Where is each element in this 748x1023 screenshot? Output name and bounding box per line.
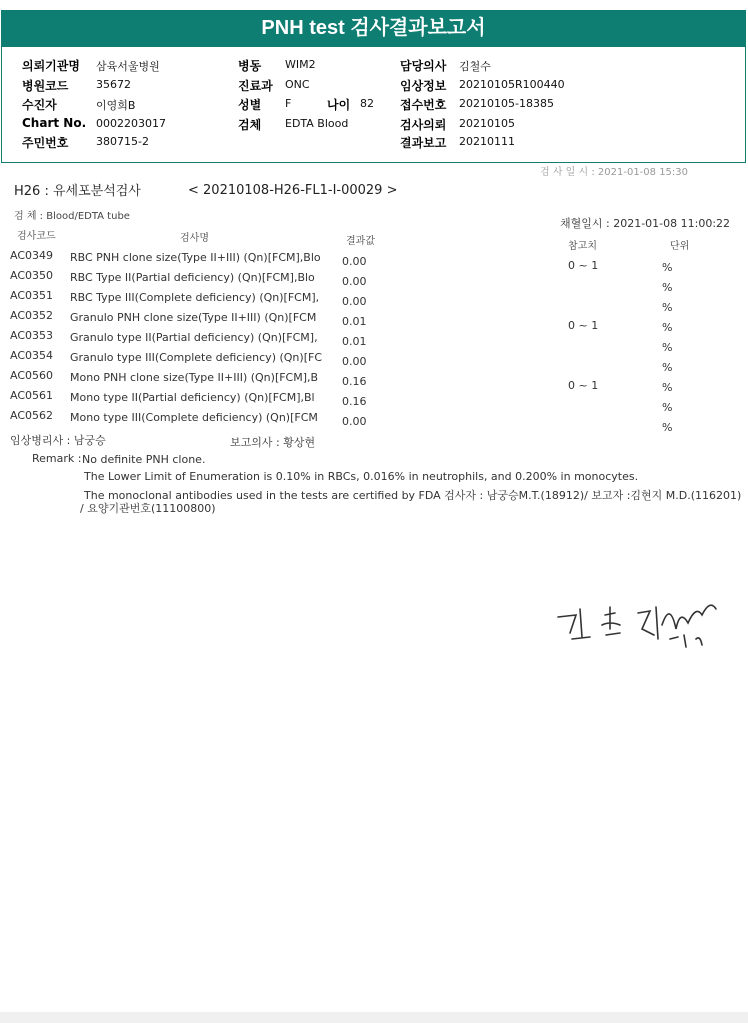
pathologist: 임상병리사 : 남궁승 [10, 434, 106, 447]
value-age: 82 [360, 97, 374, 110]
doctor-signature [550, 595, 730, 665]
row-test-name: Mono PNH clone size(Type II+III) (Qn)[FCM],B [70, 371, 319, 384]
row-unit: % [662, 321, 673, 334]
row-code: AC0354 [10, 349, 54, 362]
label-receipt-no: 접수번호 [400, 98, 447, 112]
row-unit: % [662, 341, 673, 354]
label-hospital-code: 병원코드 [22, 79, 69, 93]
label-clinical-info: 임상정보 [400, 79, 447, 93]
value-sex: F [285, 97, 292, 110]
row-code: AC0561 [10, 389, 54, 402]
collection-datetime: 채혈일시 : 2021-01-08 11:00:22 [560, 217, 731, 230]
row-unit: % [662, 381, 673, 394]
row-test-name: Mono type III(Complete deficiency) (Qn)[FCM [70, 411, 318, 424]
row-code: AC0349 [10, 249, 54, 262]
row-test-name: Granulo type II(Partial deficiency) (Qn)[FCM], [70, 331, 318, 344]
row-test-name: Mono type II(Partial deficiency) (Qn)[FCM],Bl [70, 391, 315, 404]
col-code: 검사코드 [17, 231, 56, 242]
row-unit: % [662, 401, 673, 414]
row-result: 0.00 [342, 295, 367, 308]
row-unit: % [662, 281, 673, 294]
label-chart-no: Chart No. [22, 116, 87, 130]
row-reference: 0 ~ 1 [568, 379, 599, 392]
row-code: AC0562 [10, 409, 54, 422]
remark-line-1: No definite PNH clone. [82, 453, 206, 466]
row-code: AC0351 [10, 289, 54, 302]
value-hospital-code: 35672 [96, 78, 131, 91]
value-chart-no: 0002203017 [96, 117, 166, 130]
row-code: AC0560 [10, 369, 54, 382]
value-patient: 이영희B [96, 99, 136, 112]
value-specimen: EDTA Blood [285, 117, 349, 130]
row-result: 0.00 [342, 275, 367, 288]
label-doctor: 담당의사 [400, 59, 447, 73]
remark-line-4: / 요양기관번호(11100800) [80, 502, 216, 515]
row-test-name: RBC Type III(Complete deficiency) (Qn)[FCM], [70, 291, 320, 304]
value-resident-no: 380715-2 [96, 135, 149, 148]
section-title: H26 : 유세포분석검사 [14, 184, 141, 199]
label-department: 진료과 [238, 79, 273, 93]
test-datetime-cut: 검 사 일 시 : 2021-01-08 15:30 [540, 167, 689, 178]
row-test-name: RBC PNH clone size(Type II+III) (Qn)[FCM],Blo [70, 251, 321, 264]
value-request-date: 20210105 [459, 117, 515, 130]
value-doctor: 김철수 [459, 60, 491, 73]
row-test-name: Granulo type III(Complete deficiency) (Qn)[FC [70, 351, 322, 364]
row-test-name: Granulo PNH clone size(Type II+III) (Qn)[FCM [70, 311, 317, 324]
label-age: 나이 [327, 98, 351, 112]
row-result: 0.00 [342, 415, 367, 428]
value-ward: WIM2 [285, 58, 316, 71]
row-code: AC0352 [10, 309, 54, 322]
row-reference: 0 ~ 1 [568, 319, 599, 332]
label-hospital: 의뢰기관명 [22, 59, 80, 73]
row-code: AC0353 [10, 329, 54, 342]
row-unit: % [662, 421, 673, 434]
row-result: 0.00 [342, 255, 367, 268]
row-result: 0.16 [342, 395, 367, 408]
col-ref: 참고치 [568, 241, 597, 252]
row-result: 0.00 [342, 355, 367, 368]
col-result: 결과값 [346, 236, 375, 247]
report-title: PNH test 검사결과보고서 [1, 10, 746, 47]
label-patient: 수진자 [22, 98, 57, 112]
remark-line-2: The Lower Limit of Enumeration is 0.10% in RBCs, 0.016% in neutrophils, and 0.200% in monocytes. [84, 470, 639, 483]
value-receipt-no: 20210105-18385 [459, 97, 554, 110]
value-report-date: 20210111 [459, 135, 515, 148]
label-resident-no: 주민번호 [22, 136, 69, 150]
label-request-date: 검사의뢰 [400, 118, 447, 132]
label-report-date: 결과보고 [400, 136, 447, 150]
row-result: 0.01 [342, 315, 367, 328]
remark-line-3: The monoclonal antibodies used in the tests are certified by FDA 검사자 : 남궁승M.T.(18912)/ 보고자 :김현지 M.D.(116201) [84, 489, 742, 502]
row-code: AC0350 [10, 269, 54, 282]
specimen-line: 검 체 : Blood/EDTA tube [14, 211, 130, 222]
row-reference: 0 ~ 1 [568, 259, 599, 272]
row-unit: % [662, 301, 673, 314]
row-result: 0.01 [342, 335, 367, 348]
reporting-doctor: 보고의사 : 황상현 [230, 436, 316, 449]
label-sex: 성별 [238, 98, 262, 112]
row-unit: % [662, 261, 673, 274]
row-unit: % [662, 361, 673, 374]
row-test-name: RBC Type II(Partial deficiency) (Qn)[FCM],Blo [70, 271, 315, 284]
remark-label: Remark : [32, 452, 82, 465]
label-ward: 병동 [238, 59, 262, 73]
value-department: ONC [285, 78, 310, 91]
value-clinical-info: 20210105R100440 [459, 78, 565, 91]
label-specimen: 검체 [238, 118, 262, 132]
col-unit: 단위 [670, 241, 690, 252]
accession-number: < 20210108-H26-FL1-I-00029 > [188, 183, 398, 198]
value-hospital: 삼육서울병원 [96, 60, 160, 73]
col-name: 검사명 [180, 233, 209, 244]
row-result: 0.16 [342, 375, 367, 388]
